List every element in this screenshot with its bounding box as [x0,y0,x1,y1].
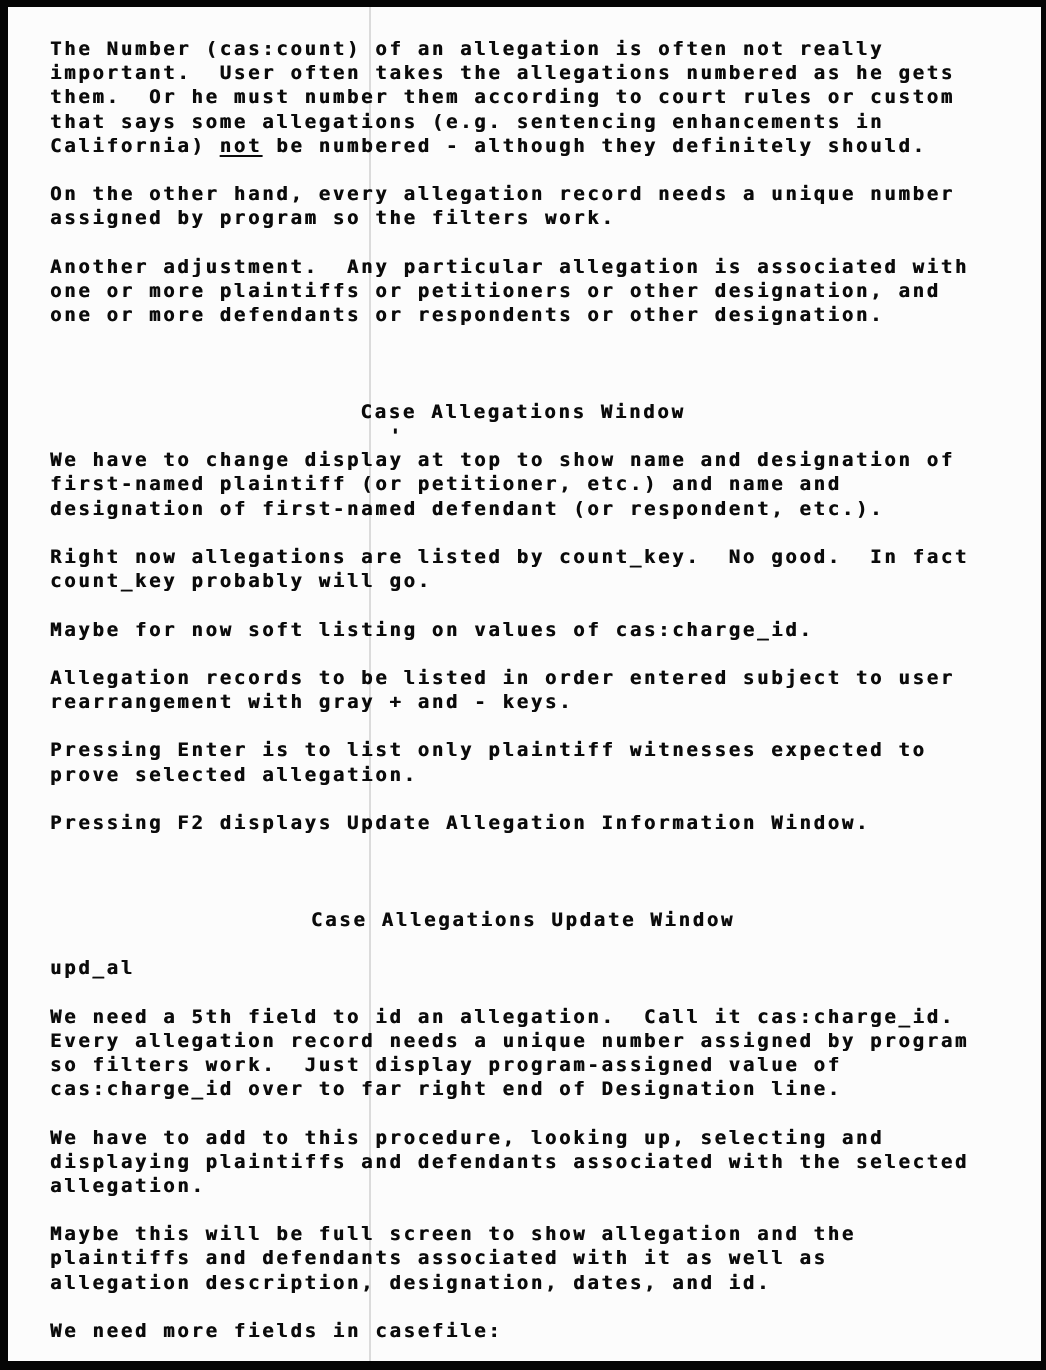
text-line [50,1077,996,1101]
text-line [50,182,996,206]
text-segment: one or more defendants or respondents or other designation. [50,304,885,327]
text-segment: Right now allegations are listed by count_key. No good. In fact [50,545,970,568]
text-segment: Allegation records to be listed in order entered subject to user [50,666,955,689]
text-line [50,956,996,980]
text-segment: important. User often takes the allegations numbered as he gets [50,62,955,85]
text-segment: cas:charge_id over to far right end of Designation line. [50,1078,842,1101]
paragraph [50,1319,996,1343]
text-segment: prove selected allegation. [50,763,418,786]
text-segment: Another adjustment. Any particular allegation is associated with [50,255,970,278]
paragraph [50,545,996,593]
text-segment: ' [50,425,404,448]
text-segment: rearrangement with gray + and - keys. [50,691,574,714]
stray-apostrophe-mark [50,424,996,448]
text-line [50,61,996,85]
paragraph [50,1222,996,1295]
text-segment: The Number (cas:count) of an allegation is often not really [50,38,885,60]
text-segment: that says some allegations (e.g. sentencing enhancements in [50,110,885,133]
paragraph [50,811,996,835]
paragraph [50,182,996,230]
text-segment: count_key probably will go. [50,570,432,593]
text-line [50,255,996,279]
text-line [50,497,996,521]
text-line [50,1222,996,1246]
text-line [50,1319,996,1343]
text-segment: Every allegation record needs a unique number assigned by program [50,1029,970,1052]
text-segment: them. Or he must number them according to court rules or custom [50,86,955,109]
section-heading [50,400,996,424]
underlined-word: not [219,134,263,157]
text-line [50,206,996,230]
text-segment: allegation. [50,1174,206,1197]
text-line [50,618,996,642]
text-segment: Maybe for now soft listing on values of cas:charge_id. [50,618,814,641]
text-line [50,1053,996,1077]
text-line [50,1174,996,1198]
text-segment: one or more plaintiffs or petitioners or other designation, and [50,279,941,302]
text-segment: so filters work. Just display program-assigned value of [50,1053,842,1076]
text-segment: first-named plaintiff (or petitioner, etc.) and name and [50,473,842,496]
text-line [50,472,996,496]
text-line [50,424,996,448]
text-segment: be numbered - although they definitely should. [262,134,927,157]
text-line [50,569,996,593]
text-line [50,400,996,424]
text-line [50,1246,996,1270]
paragraph [50,738,996,786]
text-segment: We need a 5th field to id an allegation. Call it cas:charge_id. [50,1005,955,1028]
text-line [50,279,996,303]
text-segment: upd_al [50,957,135,980]
text-segment: plaintiffs and defendants associated with it as well as [50,1247,828,1270]
paragraph [50,255,996,328]
document-content [8,7,1041,1343]
text-line [50,303,996,327]
text-line [50,666,996,690]
text-segment: On the other hand, every allegation record needs a unique number [50,183,955,206]
text-line [50,738,996,762]
text-segment: We have to change display at top to show name and designation of [50,449,955,472]
paragraph [50,448,996,521]
text-line [50,1029,996,1053]
text-segment: assigned by program so the filters work. [50,207,616,230]
text-segment: Case Allegations Window [360,400,686,423]
text-line [50,811,996,835]
text-line [50,1271,996,1295]
section-heading [50,908,996,932]
text-segment: displaying plaintiffs and defendants associated with the selected [50,1150,970,1173]
text-segment: California) [50,134,220,157]
text-line [50,690,996,714]
paragraph [50,37,996,158]
text-segment: We need more fields in casefile: [50,1320,503,1342]
paragraph [50,1005,996,1102]
text-segment: We have to add to this procedure, looking up, selecting and [50,1126,885,1149]
paragraph [50,956,996,980]
text-segment: allegation description, designation, dates, and id. [50,1271,772,1294]
paragraph [50,1126,996,1199]
text-line [50,545,996,569]
text-segment: Maybe this will be full screen to show allegation and the [50,1223,856,1246]
text-line [50,110,996,134]
text-segment: designation of first-named defendant (or respondent, etc.). [50,497,885,520]
text-line [50,1150,996,1174]
text-line [50,763,996,787]
text-line [50,134,996,158]
text-line [50,1126,996,1150]
text-line [50,85,996,109]
paragraph [50,618,996,642]
text-line [50,908,996,932]
text-segment: Pressing F2 displays Update Allegation Information Window. [50,812,871,835]
text-segment: Pressing Enter is to list only plaintiff witnesses expected to [50,739,927,762]
text-line [50,1005,996,1029]
paragraph [50,666,996,714]
text-segment: Case Allegations Update Window [310,908,736,931]
text-line [50,37,996,61]
text-line [50,448,996,472]
